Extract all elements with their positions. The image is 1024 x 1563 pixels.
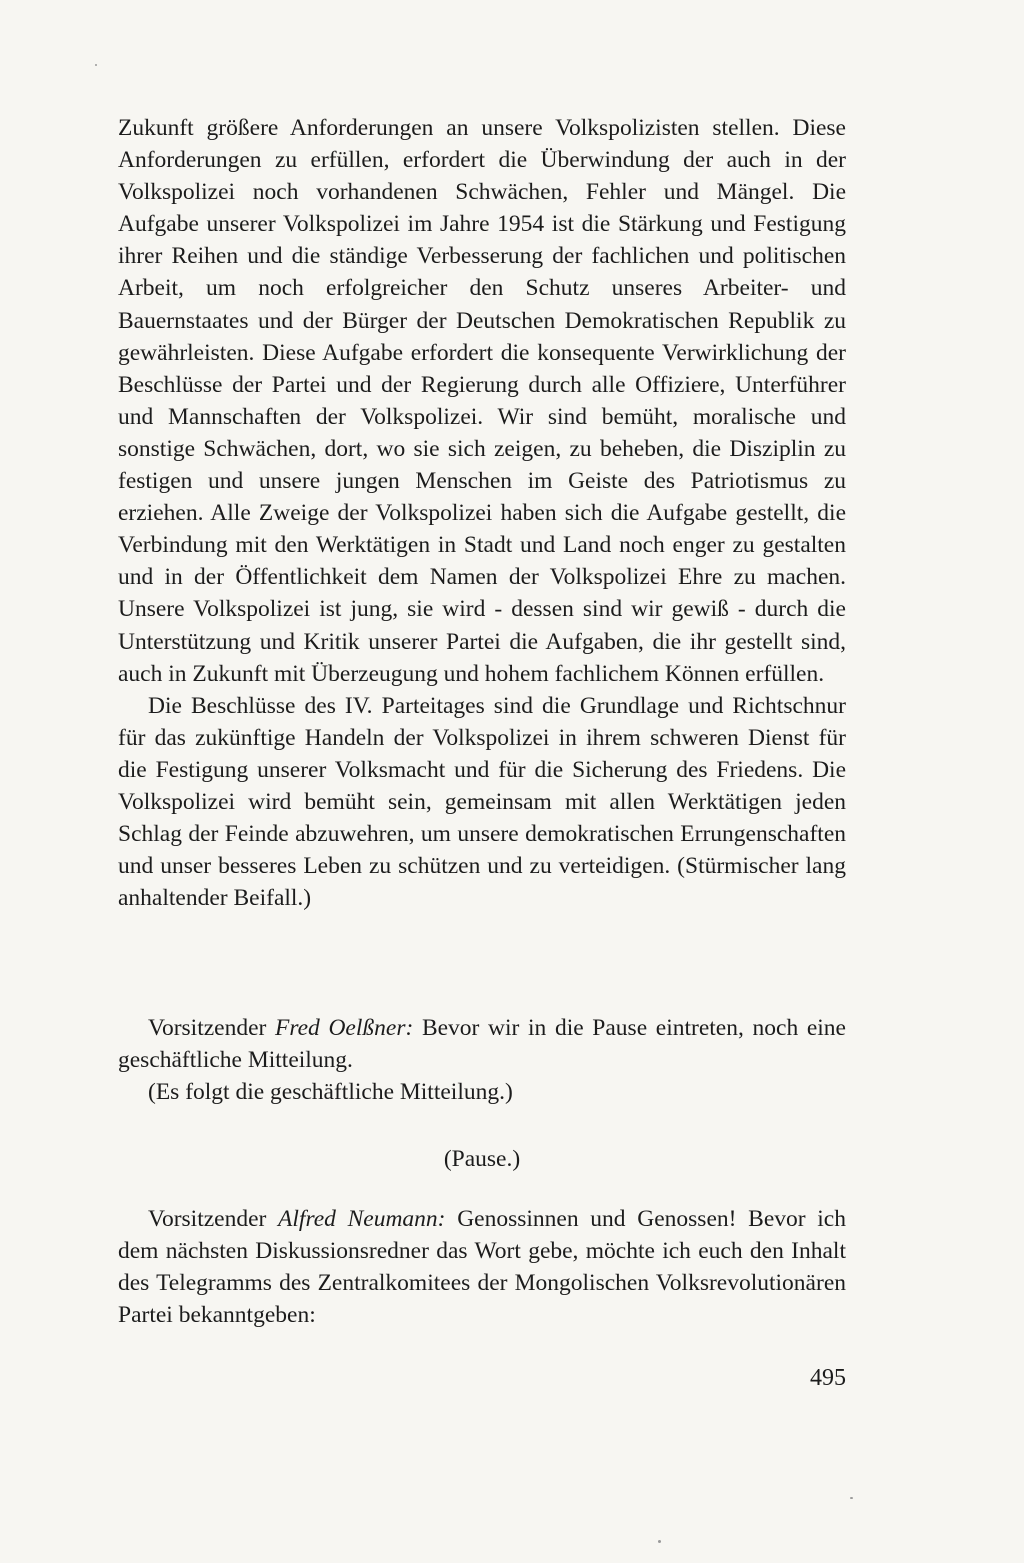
speaker-name: Fred Oelßner:	[275, 1015, 414, 1041]
speaker-role: Vorsitzender	[148, 1206, 279, 1232]
main-text-block	[118, 112, 846, 914]
paragraph-parteitag-resolutions: Die Beschlüsse des IV. Parteitages sind die Grundlage und Richtschnur für das zukünftige Handeln der Volkspolizei in ihrem schweren Dienst für die Festigung unserer Volksmacht und für die Sicherung des Friedens. Die Volkspolizei wird bemüht sein, gemeinsam mit allen Werktätigen jeden Schlag der Feinde abzuwehren, um unsere demokratischen Errungenschaften und unser besseres Leben zu schützen und zu verteidigen. (Stürmischer lang anhaltender Beifall.)	[118, 692, 846, 912]
speaker-name: Alfred Neumann:	[278, 1206, 446, 1232]
page-number: 495	[810, 1365, 846, 1391]
chair-neumann-block	[118, 1203, 846, 1331]
pause-marker: (Pause.)	[443, 1146, 521, 1172]
scan-speck	[850, 1497, 853, 1499]
pause-block	[118, 1143, 846, 1175]
stage-direction-note: (Es folgt die geschäftliche Mitteilung.)	[148, 1079, 513, 1106]
speaker-statement: Bevor wir in die Pause eintreten, noch eine geschäftliche Mitteilung.	[118, 1015, 846, 1074]
speaker-statement: Genossinnen und Genossen! Bevor ich dem nächsten Diskussionsredner das Wort gebe, möchte ich euch den Inhalt des Telegramms des Zentralkomitees der Mongolischen Volksrevolutionären Partei bekanntgeben:	[118, 1206, 846, 1329]
paragraph-chair-oelssner	[118, 1012, 846, 1076]
scan-speck	[95, 64, 97, 66]
paragraph-chair-neumann	[118, 1203, 846, 1331]
scan-speck	[658, 1540, 661, 1543]
speaker-role: Vorsitzender	[148, 1015, 275, 1041]
paragraph-volkspolizei-tasks: Zukunft größere Anforderungen an unsere Volkspolizisten stellen. Diese Anforderungen zu erfüllen, erfordert die Überwindung der auch in der Volkspolizei noch vorhandenen Schwächen, Fehler und Mängel. Die Aufgabe unserer Volkspolizei im Jahre 1954 ist die Stärkung und Festigung ihrer Reihen und die ständige Verbesserung der fachlichen und politischen Arbeit, um noch erfolgreicher den Schutz unseres Arbeiter- und Bauernstaates und der Bürger der Deutschen Demokratischen Republik zu gewährleisten. Diese Aufgabe erfordert die konsequente Verwirklichung der Beschlüsse der Partei und der Regierung durch alle Offiziere, Unterführer und Mannschaften der Volkspolizei. Wir sind bemüht, moralische und sonstige Schwächen, dort, wo sie sich zeigen, zu beheben, die Disziplin zu festigen und unsere jungen Menschen im Geiste des Patriotismus zu erziehen. Alle Zweige der Volkspolizei haben sich die Aufgabe gestellt, die Verbindung mit den Werktätigen in Stadt und Land noch enger zu gestalten und in der Öffentlichkeit dem Namen der Volkspolizei Ehre zu machen. Unsere Volkspolizei ist jung, sie wird - dessen sind wir gewiß - durch die Unterstützung und Kritik unserer Partei die Aufgaben, die ihr gestellt sind, auch in Zukunft mit Überzeugung und hohem fachlichem Können erfüllen.	[118, 115, 846, 687]
chair-oelssner-block	[118, 1012, 846, 1108]
